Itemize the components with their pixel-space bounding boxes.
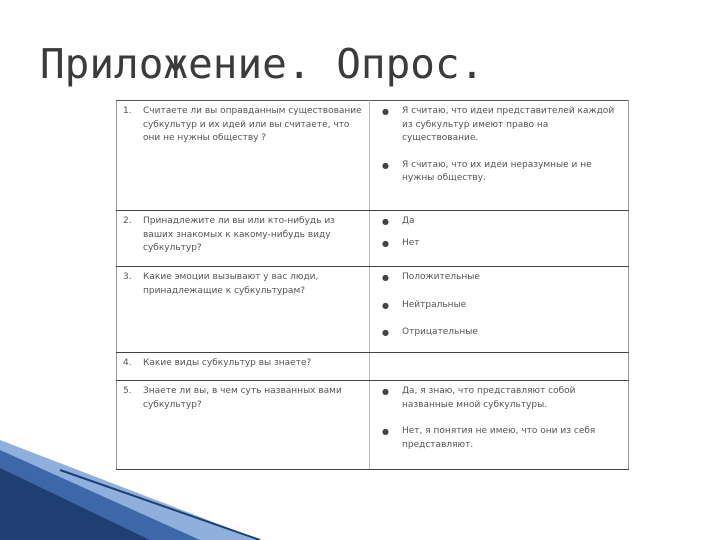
- answers-cell: [370, 267, 629, 353]
- survey-row: [117, 101, 629, 211]
- answer-text: Да, я знаю, что представляют собой названные мной субкультуры.: [402, 386, 576, 410]
- answers-cell: [370, 211, 629, 267]
- question-number: 3.: [123, 272, 132, 282]
- answers-cell: [370, 353, 629, 381]
- question-cell: [117, 267, 370, 353]
- answer-text: Положительные: [402, 272, 480, 282]
- question-text: Принадлежите ли вы или кто-нибудь из ваших знакомых к какому-нибудь виду субкультур?: [143, 216, 335, 253]
- answer-item: [376, 271, 622, 285]
- bullet-icon: ●: [382, 273, 389, 282]
- answer-text: Да: [402, 216, 415, 226]
- answer-item: [376, 299, 622, 313]
- question-text: Какие виды субкультур вы знаете?: [143, 358, 312, 368]
- question-cell: [117, 353, 370, 381]
- answer-text: Нет, я понятия не имею, что они из себя представляют.: [402, 426, 596, 450]
- answer-text: Нет: [402, 237, 420, 248]
- answer-item: [376, 159, 622, 186]
- answer-item: [376, 215, 622, 229]
- bullet-icon: ●: [382, 217, 389, 226]
- bullet-icon: ●: [382, 300, 389, 310]
- question-cell: [117, 101, 370, 211]
- survey-row: [117, 267, 629, 353]
- question-number: 2.: [123, 216, 132, 226]
- bullet-icon: ●: [382, 238, 389, 248]
- answer-text: Я считаю, что идеи представителей каждой из субкультур имеют право на существование.: [402, 106, 615, 143]
- survey-row: [117, 211, 629, 267]
- answers-cell: [370, 101, 629, 211]
- question-number: 5.: [123, 386, 132, 396]
- answer-item: [376, 237, 622, 251]
- answer-item: [376, 105, 622, 146]
- answer-text: Нейтральные: [402, 299, 467, 310]
- bullet-icon: ●: [382, 107, 389, 116]
- bullet-icon: ●: [382, 160, 389, 170]
- answer-item: [376, 326, 622, 340]
- question-number: 4.: [123, 358, 132, 368]
- question-text: Считаете ли вы оправданным существование субкультур и их идей или вы считаете, что они не нужны обществу ?: [143, 106, 362, 143]
- corner-decoration: [0, 440, 720, 540]
- bullet-icon: ●: [382, 328, 389, 337]
- question-number: 1.: [123, 106, 132, 116]
- survey-table: [116, 100, 629, 470]
- bullet-icon: ●: [382, 387, 389, 396]
- question-text: Знаете ли вы, в чем суть названных вами субкультур?: [143, 386, 342, 410]
- slide-title: Приложение. Опрос.: [40, 40, 485, 88]
- question-cell: [117, 211, 370, 267]
- answer-text: Я считаю, что их идеи неразумные и не нужны обществу.: [402, 159, 592, 183]
- survey-row: [117, 353, 629, 381]
- bullet-icon: ●: [382, 427, 389, 436]
- question-text: Какие эмоции вызывают у вас люди, принадлежащие к субкультурам?: [143, 272, 319, 296]
- answer-text: Отрицательные: [402, 327, 478, 337]
- answer-item: [376, 385, 622, 412]
